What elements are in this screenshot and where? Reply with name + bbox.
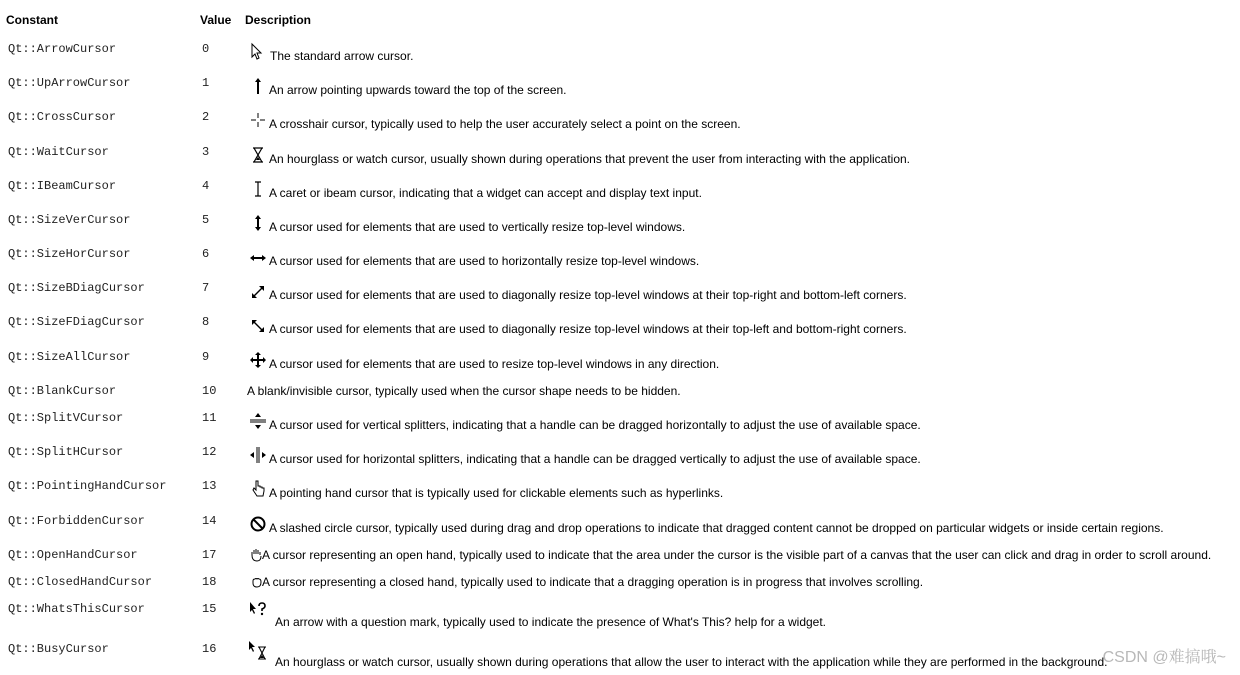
- constant-description: A cursor used for vertical splitters, indicating that a handle can be dragged horizontally to adjust the use of available space.: [269, 418, 921, 432]
- size-all-cursor-icon: [248, 350, 268, 370]
- constant-name: Qt::BlankCursor: [8, 384, 117, 398]
- constant-description: A pointing hand cursor that is typically used for clickable elements such as hyperlinks.: [269, 486, 724, 500]
- constant-description: A caret or ibeam cursor, indicating that a widget can accept and display text input.: [269, 186, 702, 200]
- constant-value: 17: [202, 548, 217, 562]
- constant-value: 0: [202, 42, 210, 56]
- constant-name: Qt::SplitHCursor: [8, 445, 124, 459]
- constant-name: Qt::ForbiddenCursor: [8, 514, 145, 528]
- hourglass-cursor-icon: [248, 145, 268, 165]
- constant-name: Qt::SplitVCursor: [8, 411, 124, 425]
- constant-value: 14: [202, 514, 217, 528]
- constant-value: 13: [202, 479, 217, 493]
- constant-name: Qt::UpArrowCursor: [8, 76, 131, 90]
- constant-name: Qt::WhatsThisCursor: [8, 602, 145, 616]
- constant-value: 10: [202, 384, 217, 398]
- constant-description: A crosshair cursor, typically used to help the user accurately select a point on the screen.: [269, 117, 741, 131]
- constant-name: Qt::PointingHandCursor: [8, 479, 167, 493]
- constant-value: 15: [202, 602, 217, 616]
- split-horizontal-cursor-icon: [248, 445, 268, 465]
- constant-value: 3: [202, 145, 210, 159]
- constant-name: Qt::BusyCursor: [8, 642, 109, 656]
- constant-name: Qt::SizeHorCursor: [8, 247, 131, 261]
- constant-description: A cursor used for elements that are used to horizontally resize top-level windows.: [269, 254, 700, 268]
- constant-value: 2: [202, 110, 210, 124]
- constant-description: A cursor used for elements that are used to vertically resize top-level windows.: [269, 220, 686, 234]
- constant-value: 1: [202, 76, 210, 90]
- busy-cursor-icon: [248, 640, 268, 660]
- constant-name: Qt::SizeFDiagCursor: [8, 315, 145, 329]
- constant-name: Qt::WaitCursor: [8, 145, 109, 159]
- constant-value: 16: [202, 642, 217, 656]
- whats-this-cursor-icon: [248, 600, 268, 620]
- constant-name: Qt::ClosedHandCursor: [8, 575, 153, 589]
- constant-description: An hourglass or watch cursor, usually shown during operations that prevent the user from interacting with the application.: [269, 152, 911, 166]
- constant-value: 7: [202, 281, 210, 295]
- constant-value: 8: [202, 315, 210, 329]
- constant-name: Qt::IBeamCursor: [8, 179, 117, 193]
- size-vertical-cursor-icon: [248, 213, 268, 233]
- constant-value: 6: [202, 247, 210, 261]
- size-horizontal-cursor-icon: [248, 248, 268, 268]
- constant-description: A cursor used for elements that are used to resize top-level windows in any direction.: [269, 357, 720, 371]
- constant-value: 18: [202, 575, 217, 589]
- constant-value: 9: [202, 350, 210, 364]
- arrow-cursor-icon: [248, 42, 268, 62]
- size-fdiag-cursor-icon: [248, 316, 268, 336]
- constant-description: An hourglass or watch cursor, usually shown during operations that allow the user to interact with the application while they are performed in the background.: [275, 655, 1108, 669]
- constant-name: Qt::SizeVerCursor: [8, 213, 131, 227]
- constant-description: A cursor representing a closed hand, typically used to indicate that a dragging operation is in progress that involves scrolling.: [262, 575, 924, 589]
- constant-description: A cursor used for elements that are used to diagonally resize top-level windows at their top-left and bottom-right corners.: [269, 322, 907, 336]
- cross-cursor-icon: [248, 110, 268, 130]
- pointing-hand-cursor-icon: [248, 479, 268, 499]
- constant-description: An arrow pointing upwards toward the top of the screen.: [269, 83, 567, 97]
- constant-name: Qt::OpenHandCursor: [8, 548, 138, 562]
- constant-value: 4: [202, 179, 210, 193]
- constant-description: The standard arrow cursor.: [270, 49, 414, 63]
- watermark: CSDN @难搞哦~: [1102, 649, 1226, 666]
- size-bdiag-cursor-icon: [248, 282, 268, 302]
- constant-description: A slashed circle cursor, typically used during drag and drop operations to indicate that dragged content cannot be dropped on particular widgets or inside certain regions.: [269, 521, 1164, 535]
- ibeam-cursor-icon: [248, 179, 268, 199]
- constant-value: 11: [202, 411, 217, 425]
- constant-value: 5: [202, 213, 210, 227]
- split-vertical-cursor-icon: [248, 411, 268, 431]
- constant-description: An arrow with a question mark, typically used to indicate the presence of What's This? help for a widget.: [275, 615, 827, 629]
- constant-name: Qt::SizeBDiagCursor: [8, 281, 145, 295]
- constant-description: A blank/invisible cursor, typically used when the cursor shape needs to be hidden.: [247, 384, 681, 398]
- up-arrow-cursor-icon: [248, 76, 268, 96]
- constant-name: Qt::CrossCursor: [8, 110, 117, 124]
- constant-name: Qt::SizeAllCursor: [8, 350, 131, 364]
- constant-description: A cursor used for elements that are used to diagonally resize top-level windows at their top-right and bottom-left corners.: [269, 288, 907, 302]
- column-header-description: Description: [245, 13, 312, 27]
- column-header-constant: Constant: [6, 13, 58, 27]
- constant-value: 12: [202, 445, 217, 459]
- column-header-value: Value: [200, 13, 232, 27]
- constant-description: A cursor representing an open hand, typically used to indicate that the area under the cursor is the visible part of a canvas that the user can click and drag in order to scroll around.: [262, 548, 1212, 562]
- constant-description: A cursor used for horizontal splitters, indicating that a handle can be dragged vertically to adjust the use of available space.: [269, 452, 921, 466]
- constant-name: Qt::ArrowCursor: [8, 42, 117, 56]
- forbidden-cursor-icon: [248, 514, 268, 534]
